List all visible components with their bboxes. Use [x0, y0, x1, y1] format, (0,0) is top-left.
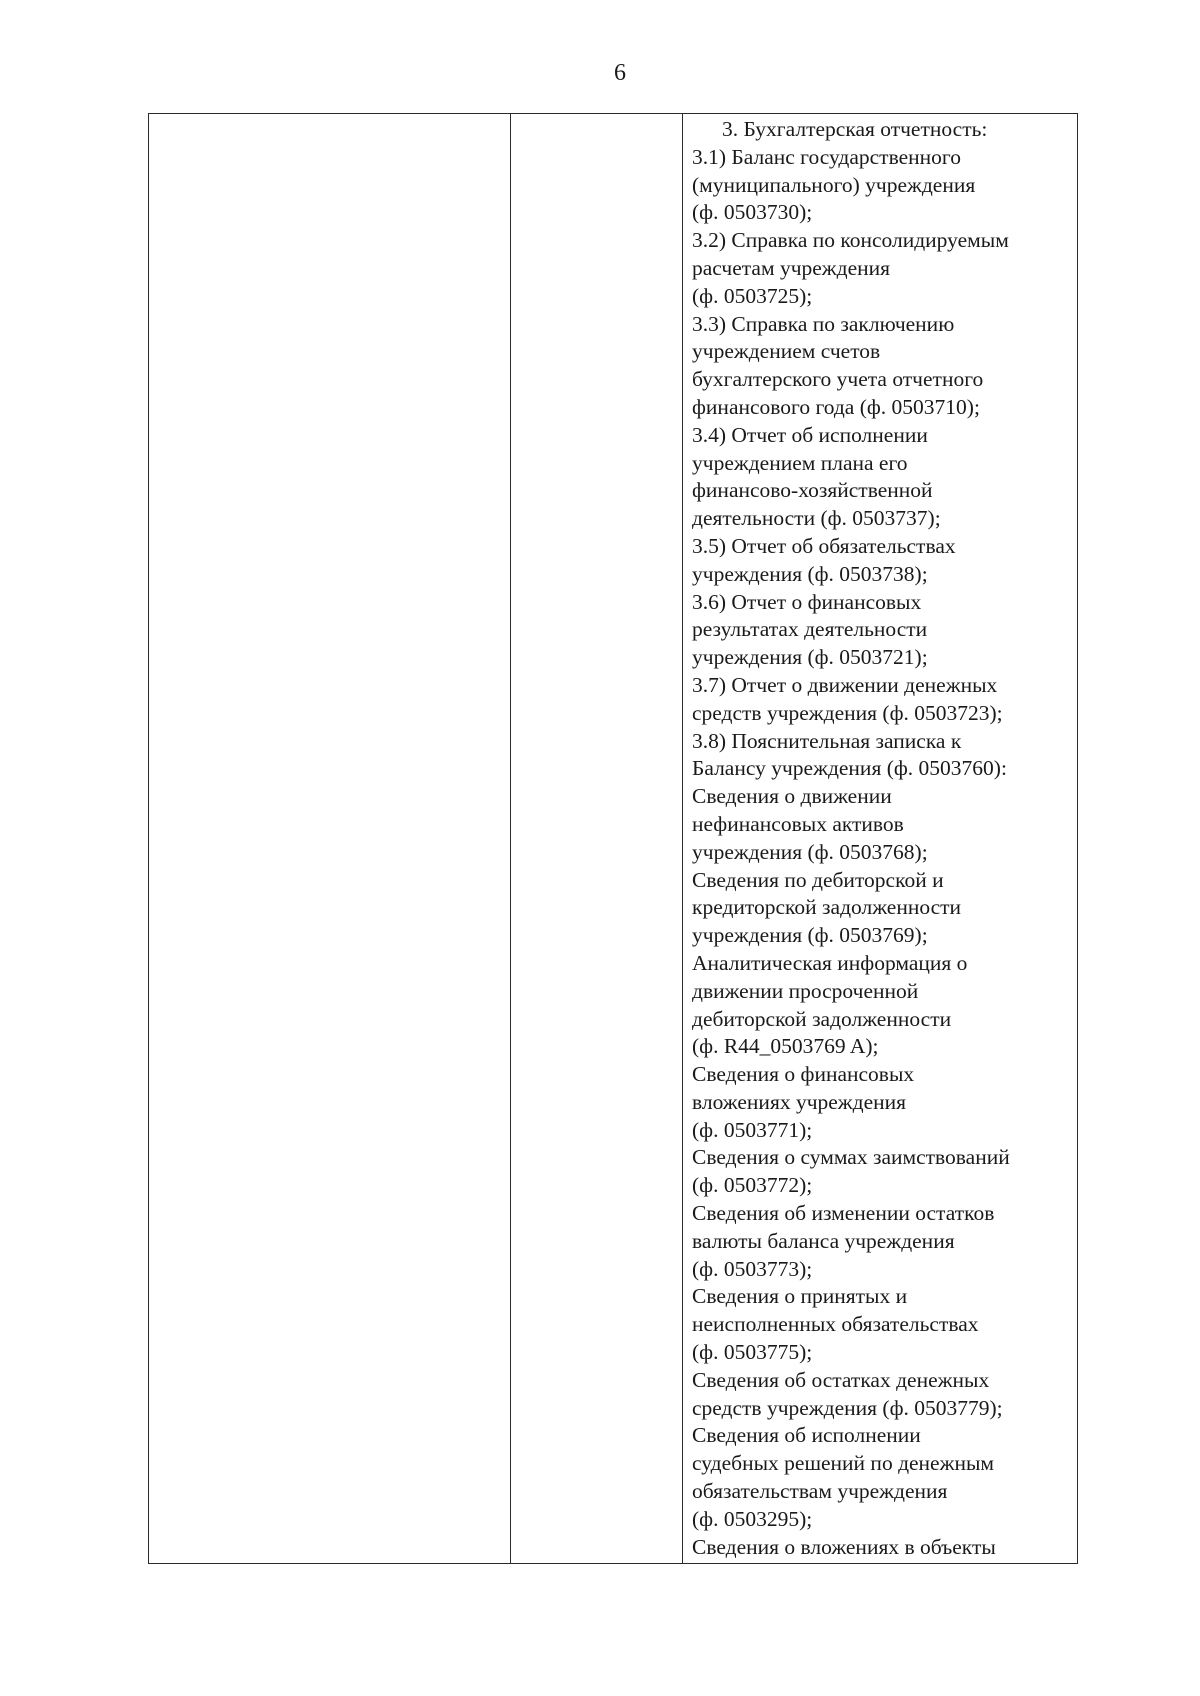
text-line: Сведения по дебиторской и — [692, 867, 944, 892]
table-row — [149, 114, 1078, 1564]
report-forms-list — [683, 114, 1077, 1561]
text-line: 3.7) Отчет о движении денежных — [692, 672, 998, 697]
text-line: учреждением счетов — [692, 339, 881, 364]
text-line: судебных решений по денежным — [692, 1451, 995, 1476]
text-line: Балансу учреждения (ф. 0503760): — [692, 756, 1007, 781]
text-line: 3.4) Отчет об исполнении — [692, 422, 928, 447]
text-line: (ф. 0503773); — [692, 1256, 813, 1281]
text-line: (ф. 0503771); — [692, 1117, 813, 1142]
text-line: учреждения (ф. 0503769); — [692, 923, 928, 948]
text-line: расчетам учреждения — [692, 255, 891, 280]
text-line: 3.5) Отчет об обязательствах — [692, 533, 956, 558]
text-line: неисполненных обязательствах — [692, 1312, 979, 1337]
text-line: (ф. 0503725); — [692, 283, 813, 308]
text-line: обязательствам учреждения — [692, 1479, 948, 1504]
text-line: финансового года (ф. 0503710); — [692, 394, 980, 419]
text-line: 3.8) Пояснительная записка к — [692, 728, 962, 753]
text-line: учреждением плана его — [692, 450, 908, 475]
text-line: учреждения (ф. 0503738); — [692, 561, 928, 586]
text-line: Сведения о финансовых — [692, 1062, 915, 1087]
text-line: средств учреждения (ф. 0503779); — [692, 1395, 1003, 1420]
text-line: финансово-хозяйственной — [692, 478, 933, 503]
text-line: 3.2) Справка по консолидируемым — [692, 228, 1009, 253]
text-line: Сведения о движении — [692, 784, 892, 809]
text-line: бухгалтерского учета отчетного — [692, 367, 984, 392]
text-line: дебиторской задолженности — [692, 1006, 952, 1031]
text-line: учреждения (ф. 0503768); — [692, 839, 928, 864]
text-line: результатах деятельности — [692, 617, 928, 642]
text-line: Сведения об остатках денежных — [692, 1367, 990, 1392]
text-line: Сведения об исполнении — [692, 1423, 921, 1448]
document-table — [148, 113, 1078, 1564]
text-line: Сведения о принятых и — [692, 1284, 908, 1309]
text-line: Сведения о вложениях в объекты — [692, 1534, 996, 1559]
text-line: (ф. 0503772); — [692, 1173, 813, 1198]
text-line: 3.3) Справка по заключению — [692, 311, 955, 336]
text-line: нефинансовых активов — [692, 811, 904, 836]
table-cell-col2 — [511, 114, 683, 1564]
text-line: Сведения о суммах заимствований — [692, 1145, 1010, 1170]
text-line: деятельности (ф. 0503737); — [692, 506, 941, 531]
text-line: 3.1) Баланс государственного — [692, 144, 961, 169]
text-line: (муниципального) учреждения — [692, 172, 976, 197]
table-cell-col1 — [149, 114, 511, 1564]
page-number: 6 — [614, 60, 626, 86]
text-line: (ф. R44_0503769 A); — [692, 1034, 879, 1059]
text-line: 3. Бухгалтерская отчетность: — [722, 117, 988, 141]
text-line: учреждения (ф. 0503721); — [692, 645, 928, 670]
text-line: средств учреждения (ф. 0503723); — [692, 700, 1003, 725]
text-line: кредиторской задолженности — [692, 895, 962, 920]
text-line: валюты баланса учреждения — [692, 1228, 955, 1253]
text-line: 3.6) Отчет о финансовых — [692, 589, 922, 614]
text-line: вложениях учреждения — [692, 1089, 907, 1114]
table-cell-col3 — [683, 114, 1078, 1564]
text-line: движении просроченной — [692, 978, 919, 1003]
text-line: (ф. 0503775); — [692, 1340, 813, 1365]
text-line: Аналитическая информация о — [692, 950, 968, 975]
text-line: (ф. 0503295); — [692, 1506, 813, 1531]
text-line: (ф. 0503730); — [692, 200, 813, 225]
text-line: Сведения об изменении остатков — [692, 1201, 995, 1226]
